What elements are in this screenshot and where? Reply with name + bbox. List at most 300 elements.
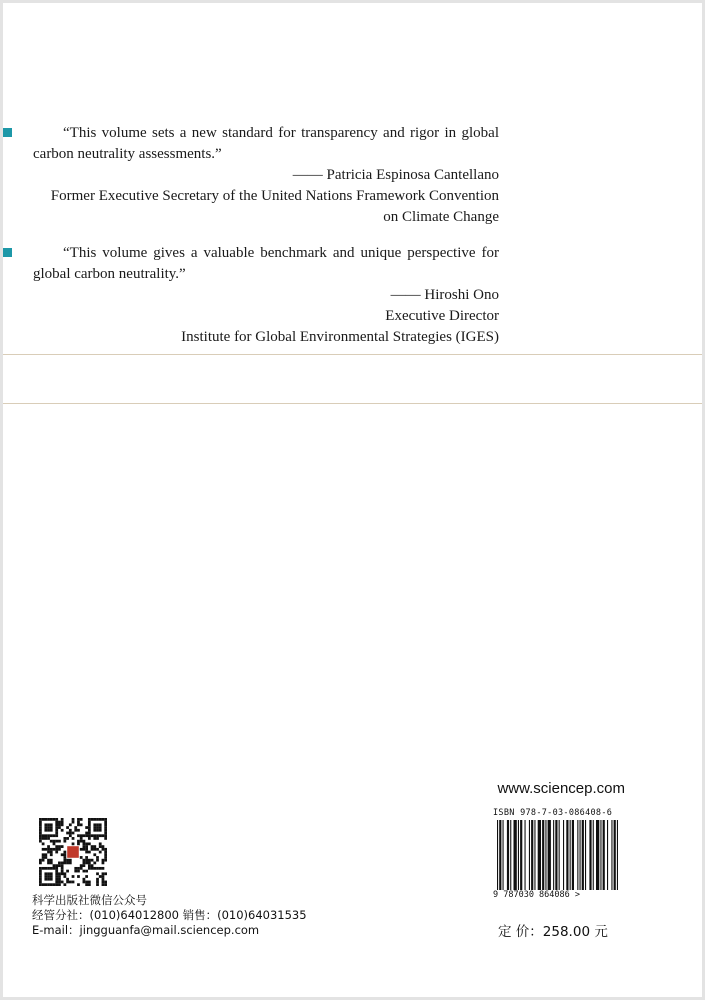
- qr-module: [61, 867, 64, 870]
- qr-module: [47, 845, 50, 848]
- qr-module: [93, 834, 96, 837]
- qr-module: [55, 851, 58, 854]
- qr-module: [47, 875, 50, 878]
- qr-module: [96, 859, 99, 862]
- barcode-bar: [555, 820, 557, 895]
- qr-module: [55, 864, 58, 867]
- qr-module: [44, 818, 47, 821]
- qr-module: [85, 856, 88, 859]
- barcode-bar: [510, 820, 511, 895]
- divider-line: [3, 354, 702, 355]
- isbn-text: ISBN 978-7-03-086408-6: [493, 808, 613, 818]
- barcode-bar: [531, 820, 533, 895]
- qr-module: [47, 834, 50, 837]
- qr-module: [47, 883, 50, 886]
- qr-module: [80, 818, 83, 821]
- qr-module: [63, 851, 66, 854]
- qr-module: [85, 842, 88, 845]
- qr-module: [66, 837, 69, 840]
- phone-info: 经管分社：(010)64012800 销售：(010)64031535: [32, 908, 307, 922]
- qr-module: [104, 823, 107, 826]
- qr-module: [50, 878, 53, 881]
- qr-module: [85, 870, 88, 873]
- qr-module: [80, 864, 83, 867]
- quote-author-role: Executive Director: [385, 308, 499, 324]
- qr-module: [63, 840, 66, 843]
- qr-module: [50, 829, 53, 832]
- qr-module: [72, 837, 75, 840]
- qr-module: [66, 878, 69, 881]
- qr-module: [55, 821, 58, 824]
- qr-module: [44, 878, 47, 881]
- qr-module: [83, 864, 86, 867]
- qr-module: [83, 881, 86, 884]
- qr-module: [88, 837, 91, 840]
- qr-module: [88, 851, 91, 854]
- qr-module: [99, 818, 102, 821]
- qr-module: [102, 875, 105, 878]
- qr-module: [55, 840, 58, 843]
- quote-author-role: Former Executive Secretary of the United Nations Framework Convention on Climate Change: [50, 188, 499, 225]
- qr-module: [39, 821, 42, 824]
- qr-module: [96, 867, 99, 870]
- square-bullet-icon: [3, 128, 12, 137]
- qr-module: [42, 848, 45, 851]
- qr-module: [91, 845, 94, 848]
- qr-module: [88, 832, 91, 835]
- qr-module: [55, 875, 58, 878]
- qr-module: [104, 826, 107, 829]
- qr-module: [99, 845, 102, 848]
- qr-module: [88, 842, 91, 845]
- qr-module: [50, 818, 53, 821]
- qr-module: [80, 867, 83, 870]
- qr-module: [53, 864, 56, 867]
- qr-module: [58, 823, 61, 826]
- quote-author: —— Patricia Espinosa Cantellano: [292, 167, 499, 183]
- qr-module: [58, 826, 61, 829]
- qr-module: [104, 829, 107, 832]
- qr-module: [53, 834, 56, 837]
- qr-module: [55, 883, 58, 886]
- quote-author: —— Hiroshi Ono: [390, 287, 499, 303]
- qr-module: [99, 851, 102, 854]
- qr-module: [99, 867, 102, 870]
- barcode-bar: [497, 820, 498, 895]
- barcode-bar: [503, 820, 504, 895]
- qr-module: [50, 859, 53, 862]
- qr-module: [80, 834, 83, 837]
- qr-module: [44, 848, 47, 851]
- qr-module: [102, 848, 105, 851]
- qr-module: [102, 872, 105, 875]
- qr-module: [80, 856, 83, 859]
- qr-module: [72, 875, 75, 878]
- qr-module: [104, 848, 107, 851]
- qr-module: [69, 823, 72, 826]
- barcode-bar: [507, 820, 509, 895]
- qr-module: [77, 818, 80, 821]
- qr-module: [63, 875, 66, 878]
- barcode-bar: [607, 820, 608, 895]
- qr-module: [50, 883, 53, 886]
- qr-module: [96, 826, 99, 829]
- qr-module: [77, 870, 80, 873]
- qr-module: [74, 829, 77, 832]
- qr-module: [93, 826, 96, 829]
- qr-module: [63, 883, 66, 886]
- qr-module: [55, 834, 58, 837]
- qr-module: [39, 823, 42, 826]
- qr-module: [55, 867, 58, 870]
- qr-module: [42, 834, 45, 837]
- qr-module: [50, 848, 53, 851]
- qr-module: [93, 829, 96, 832]
- qr-module: [58, 821, 61, 824]
- qr-module: [58, 840, 61, 843]
- qr-module: [85, 826, 88, 829]
- qr-module: [50, 823, 53, 826]
- qr-module: [74, 867, 77, 870]
- qr-module: [93, 837, 96, 840]
- wechat-label: 科学出版社微信公众号: [32, 893, 147, 907]
- qr-module: [77, 883, 80, 886]
- qr-module: [88, 881, 91, 884]
- qr-module: [55, 829, 58, 832]
- qr-module: [44, 875, 47, 878]
- qr-module: [96, 883, 99, 886]
- barcode-bar: [577, 820, 578, 895]
- qr-module: [42, 818, 45, 821]
- qr-module: [93, 823, 96, 826]
- qr-module: [50, 853, 53, 856]
- qr-module: [61, 870, 64, 873]
- qr-module: [55, 818, 58, 821]
- qr-module: [104, 883, 107, 886]
- qr-module: [53, 883, 56, 886]
- qr-module: [99, 826, 102, 829]
- qr-module: [77, 842, 80, 845]
- qr-module: [39, 826, 42, 829]
- endorsement-quote-1: [33, 123, 499, 228]
- qr-module: [53, 867, 56, 870]
- qr-module: [104, 856, 107, 859]
- qr-module: [69, 829, 72, 832]
- qr-module: [99, 842, 102, 845]
- qr-module: [91, 834, 94, 837]
- qr-module: [44, 826, 47, 829]
- qr-module: [102, 878, 105, 881]
- qr-module: [50, 840, 53, 843]
- barcode-bar: [514, 820, 517, 895]
- qr-module: [96, 837, 99, 840]
- qr-module: [93, 853, 96, 856]
- qr-module: [39, 818, 42, 821]
- qr-module: [104, 853, 107, 856]
- barcode-bar: [589, 820, 591, 895]
- qr-module: [91, 818, 94, 821]
- barcode-bar: [600, 820, 601, 895]
- qr-module: [42, 856, 45, 859]
- qr-module: [58, 883, 61, 886]
- qr-module: [91, 864, 94, 867]
- qr-module: [58, 845, 61, 848]
- qr-module: [88, 834, 91, 837]
- qr-module: [61, 881, 64, 884]
- qr-module: [39, 859, 42, 862]
- qr-module: [55, 878, 58, 881]
- qr-module: [44, 853, 47, 856]
- qr-module: [80, 848, 83, 851]
- qr-module: [85, 883, 88, 886]
- qr-module: [53, 848, 56, 851]
- qr-module: [72, 842, 75, 845]
- qr-module: [61, 862, 64, 865]
- qr-module: [50, 851, 53, 854]
- email-info: E-mail：jingguanfa@mail.sciencep.com: [32, 923, 260, 937]
- qr-module: [69, 834, 72, 837]
- barcode-bar: [553, 820, 554, 895]
- qr-module: [99, 829, 102, 832]
- qr-module: [93, 848, 96, 851]
- qr-module: [85, 875, 88, 878]
- qr-module: [85, 832, 88, 835]
- qr-module: [44, 823, 47, 826]
- isbn-barcode: [493, 820, 623, 895]
- qr-module: [85, 881, 88, 884]
- barcode-bar: [548, 820, 551, 895]
- qr-module: [83, 845, 86, 848]
- qr-module: [69, 881, 72, 884]
- qr-module: [58, 872, 61, 875]
- qr-module: [96, 818, 99, 821]
- qr-module: [83, 834, 86, 837]
- barcode-bar: [538, 820, 541, 895]
- qr-module: [39, 829, 42, 832]
- qr-module: [55, 832, 58, 835]
- qr-module: [44, 872, 47, 875]
- qr-module: [44, 867, 47, 870]
- qr-module: [88, 867, 91, 870]
- qr-module: [77, 840, 80, 843]
- qr-module: [104, 837, 107, 840]
- qr-module: [88, 864, 91, 867]
- barcode-bar: [582, 820, 584, 895]
- qr-module: [66, 870, 69, 873]
- qr-module: [96, 878, 99, 881]
- qr-module: [47, 867, 50, 870]
- qr-module: [104, 859, 107, 862]
- qr-module: [58, 878, 61, 881]
- qr-module: [80, 837, 83, 840]
- qr-module: [53, 842, 56, 845]
- barcode-bar: [545, 820, 546, 895]
- qr-module: [39, 881, 42, 884]
- qr-module: [61, 845, 64, 848]
- qr-module: [99, 875, 102, 878]
- price-label: 定 价：258.00 元: [498, 924, 608, 940]
- qr-module: [47, 837, 50, 840]
- qr-module: [85, 859, 88, 862]
- qr-module: [104, 851, 107, 854]
- qr-module: [47, 848, 50, 851]
- qr-module: [88, 826, 91, 829]
- qr-module: [93, 867, 96, 870]
- qr-module: [39, 832, 42, 835]
- qr-module: [47, 826, 50, 829]
- barcode-bar: [617, 820, 618, 895]
- qr-module: [66, 859, 69, 862]
- qr-module: [47, 823, 50, 826]
- barcode-bar: [559, 820, 560, 895]
- barcode-bar: [603, 820, 605, 895]
- qr-module: [96, 834, 99, 837]
- barcode-bar: [542, 820, 544, 895]
- qr-module: [47, 851, 50, 854]
- qr-module: [104, 872, 107, 875]
- qr-module: [44, 856, 47, 859]
- qr-module: [63, 872, 66, 875]
- qr-module: [93, 818, 96, 821]
- qr-module: [96, 848, 99, 851]
- back-cover: [3, 3, 702, 997]
- qr-module: [47, 878, 50, 881]
- qr-module: [44, 883, 47, 886]
- qr-module: [72, 881, 75, 884]
- barcode-bar: [566, 820, 568, 895]
- qr-module: [39, 837, 42, 840]
- qr-module: [55, 870, 58, 873]
- qr-module: [104, 821, 107, 824]
- qr-module: [50, 862, 53, 865]
- qr-module: [47, 862, 50, 865]
- qr-module: [42, 842, 45, 845]
- qr-module: [88, 859, 91, 862]
- qr-module: [55, 845, 58, 848]
- qr-module: [66, 832, 69, 835]
- qr-module: [99, 823, 102, 826]
- qr-module: [77, 834, 80, 837]
- divider-line: [3, 403, 702, 404]
- qr-module: [104, 834, 107, 837]
- qr-module: [77, 875, 80, 878]
- qr-module: [83, 870, 86, 873]
- qr-module: [55, 826, 58, 829]
- barcode-bar: [585, 820, 586, 895]
- qr-module: [44, 837, 47, 840]
- qr-module: [42, 883, 45, 886]
- qr-module: [80, 823, 83, 826]
- qr-module: [39, 862, 42, 865]
- ean-digits: 9 787030 864086 >: [493, 890, 623, 900]
- qr-module: [63, 853, 66, 856]
- qr-module: [85, 845, 88, 848]
- qr-module: [91, 867, 94, 870]
- qr-module: [61, 872, 64, 875]
- qr-module: [58, 848, 61, 851]
- qr-module: [63, 856, 66, 859]
- qr-module: [69, 859, 72, 862]
- qr-module: [104, 881, 107, 884]
- barcode-bar: [499, 820, 501, 895]
- qr-module: [55, 872, 58, 875]
- barcode-bar: [518, 820, 519, 895]
- qr-module: [39, 883, 42, 886]
- qr-module: [102, 845, 105, 848]
- qr-module: [77, 829, 80, 832]
- qr-module: [53, 840, 56, 843]
- barcode-bar: [525, 820, 526, 895]
- qr-module: [104, 832, 107, 835]
- qr-module: [88, 818, 91, 821]
- qr-module: [88, 821, 91, 824]
- qr-module: [58, 862, 61, 865]
- qr-module: [102, 862, 105, 865]
- qr-module: [61, 818, 64, 821]
- qr-module: [42, 837, 45, 840]
- qr-module: [63, 837, 66, 840]
- qr-module: [61, 829, 64, 832]
- qr-module: [47, 859, 50, 862]
- qr-module: [39, 872, 42, 875]
- qr-module: [74, 870, 77, 873]
- qr-module: [85, 834, 88, 837]
- qr-module: [93, 845, 96, 848]
- barcode-bar: [611, 820, 612, 895]
- qr-module: [102, 867, 105, 870]
- qr-module: [66, 826, 69, 829]
- qr-module: [99, 834, 102, 837]
- qr-module: [55, 881, 58, 884]
- barcode-bar: [614, 820, 616, 895]
- qr-module: [61, 823, 64, 826]
- qr-module: [47, 829, 50, 832]
- qr-module: [96, 872, 99, 875]
- qr-module: [80, 840, 83, 843]
- qr-module: [50, 872, 53, 875]
- barcode-bar: [529, 820, 530, 895]
- quote-author-organization: Institute for Global Environmental Strategies (IGES): [181, 329, 499, 345]
- publisher-contact: [32, 893, 352, 938]
- qr-module: [102, 818, 105, 821]
- qr-module: [96, 829, 99, 832]
- barcode-bar: [520, 820, 522, 895]
- qr-module: [74, 826, 77, 829]
- qr-module: [66, 881, 69, 884]
- qr-module: [44, 834, 47, 837]
- qr-module: [61, 821, 64, 824]
- qr-module: [58, 864, 61, 867]
- qr-module: [39, 840, 42, 843]
- qr-module: [102, 881, 105, 884]
- qr-module: [83, 842, 86, 845]
- qr-module: [39, 878, 42, 881]
- qr-module: [96, 881, 99, 884]
- square-bullet-icon: [3, 248, 12, 257]
- qr-module: [50, 875, 53, 878]
- qr-module: [83, 862, 86, 865]
- qr-module: [50, 834, 53, 837]
- quote-text: “This volume sets a new standard for transparency and rigor in global carbon neutrality assessments.”: [33, 125, 499, 162]
- qr-module: [47, 818, 50, 821]
- qr-module: [69, 862, 72, 865]
- qr-module: [91, 859, 94, 862]
- publisher-website: www.sciencep.com: [497, 780, 625, 797]
- qr-module: [85, 848, 88, 851]
- qr-module: [58, 875, 61, 878]
- qr-module: [88, 862, 91, 865]
- qr-module: [85, 851, 88, 854]
